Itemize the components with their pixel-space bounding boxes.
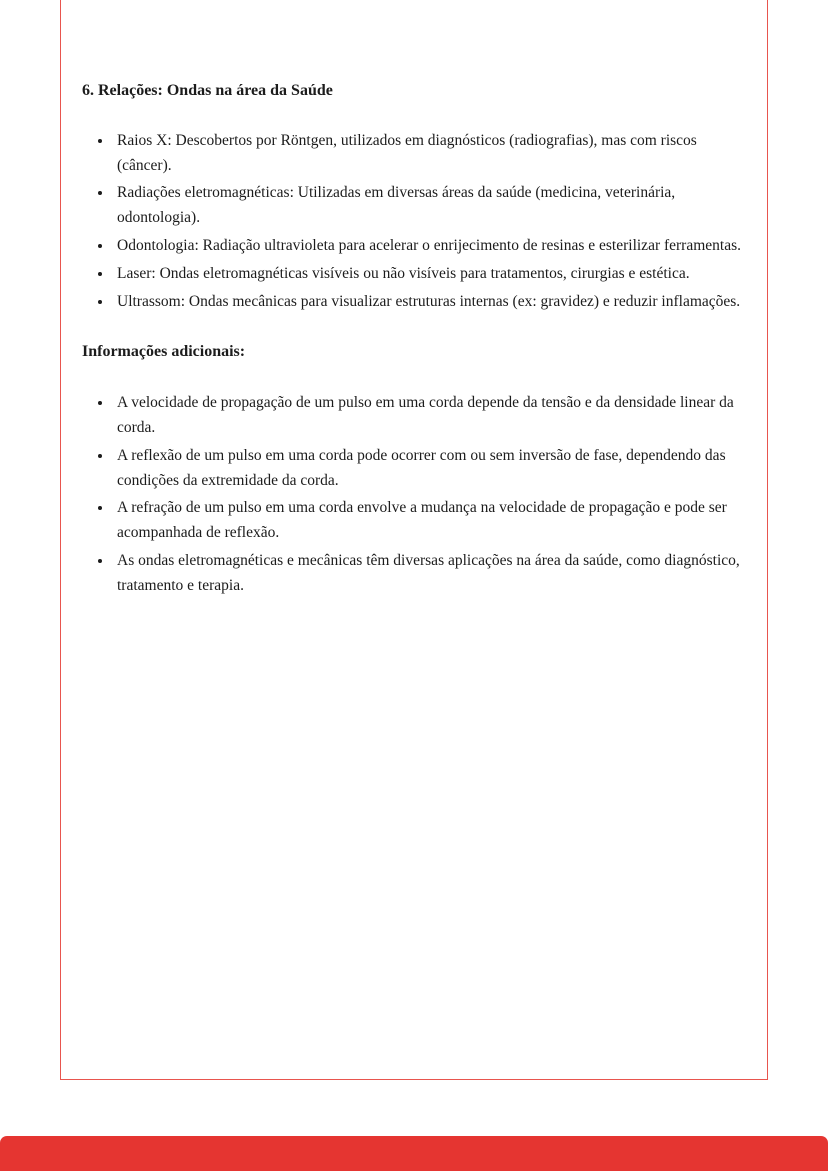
health-applications-list — [82, 129, 741, 315]
list-item: • A refração de um pulso em uma corda envolve a mudança na velocidade de propagação e pode ser acompanhada de reflexão. — [113, 496, 741, 546]
list-item: • Odontologia: Radiação ultravioleta para acelerar o enrijecimento de resinas e esterilizar ferramentas. — [113, 234, 741, 259]
list-item: • A reflexão de um pulso em uma corda pode ocorrer com ou sem inversão de fase, dependendo das condições da extremidade da corda. — [113, 444, 741, 494]
list-item: • Ultrassom: Ondas mecânicas para visualizar estruturas internas (ex: gravidez) e reduzir inflamações. — [113, 290, 741, 315]
additional-info-list — [82, 391, 741, 598]
list-item: • A velocidade de propagação de um pulso em uma corda depende da tensão e da densidade linear da corda. — [113, 391, 741, 441]
section-heading: 6. Relações: Ondas na área da Saúde — [82, 82, 333, 99]
footer-red-bar — [0, 1136, 828, 1171]
list-item: • Raios X: Descobertos por Röntgen, utilizados em diagnósticos (radiografias), mas com riscos (câncer). — [113, 129, 741, 179]
list-item: • Radiações eletromagnéticas: Utilizadas em diversas áreas da saúde (medicina, veterinária, odontologia). — [113, 181, 741, 231]
subsection-heading: Informações adicionais: — [82, 343, 246, 361]
list-item: • Laser: Ondas eletromagnéticas visíveis ou não visíveis para tratamentos, cirurgias e estética. — [113, 262, 741, 287]
content-frame — [60, 0, 768, 1080]
list-item: • As ondas eletromagnéticas e mecânicas têm diversas aplicações na área da saúde, como diagnóstico, tratamento e terapia. — [113, 549, 741, 599]
